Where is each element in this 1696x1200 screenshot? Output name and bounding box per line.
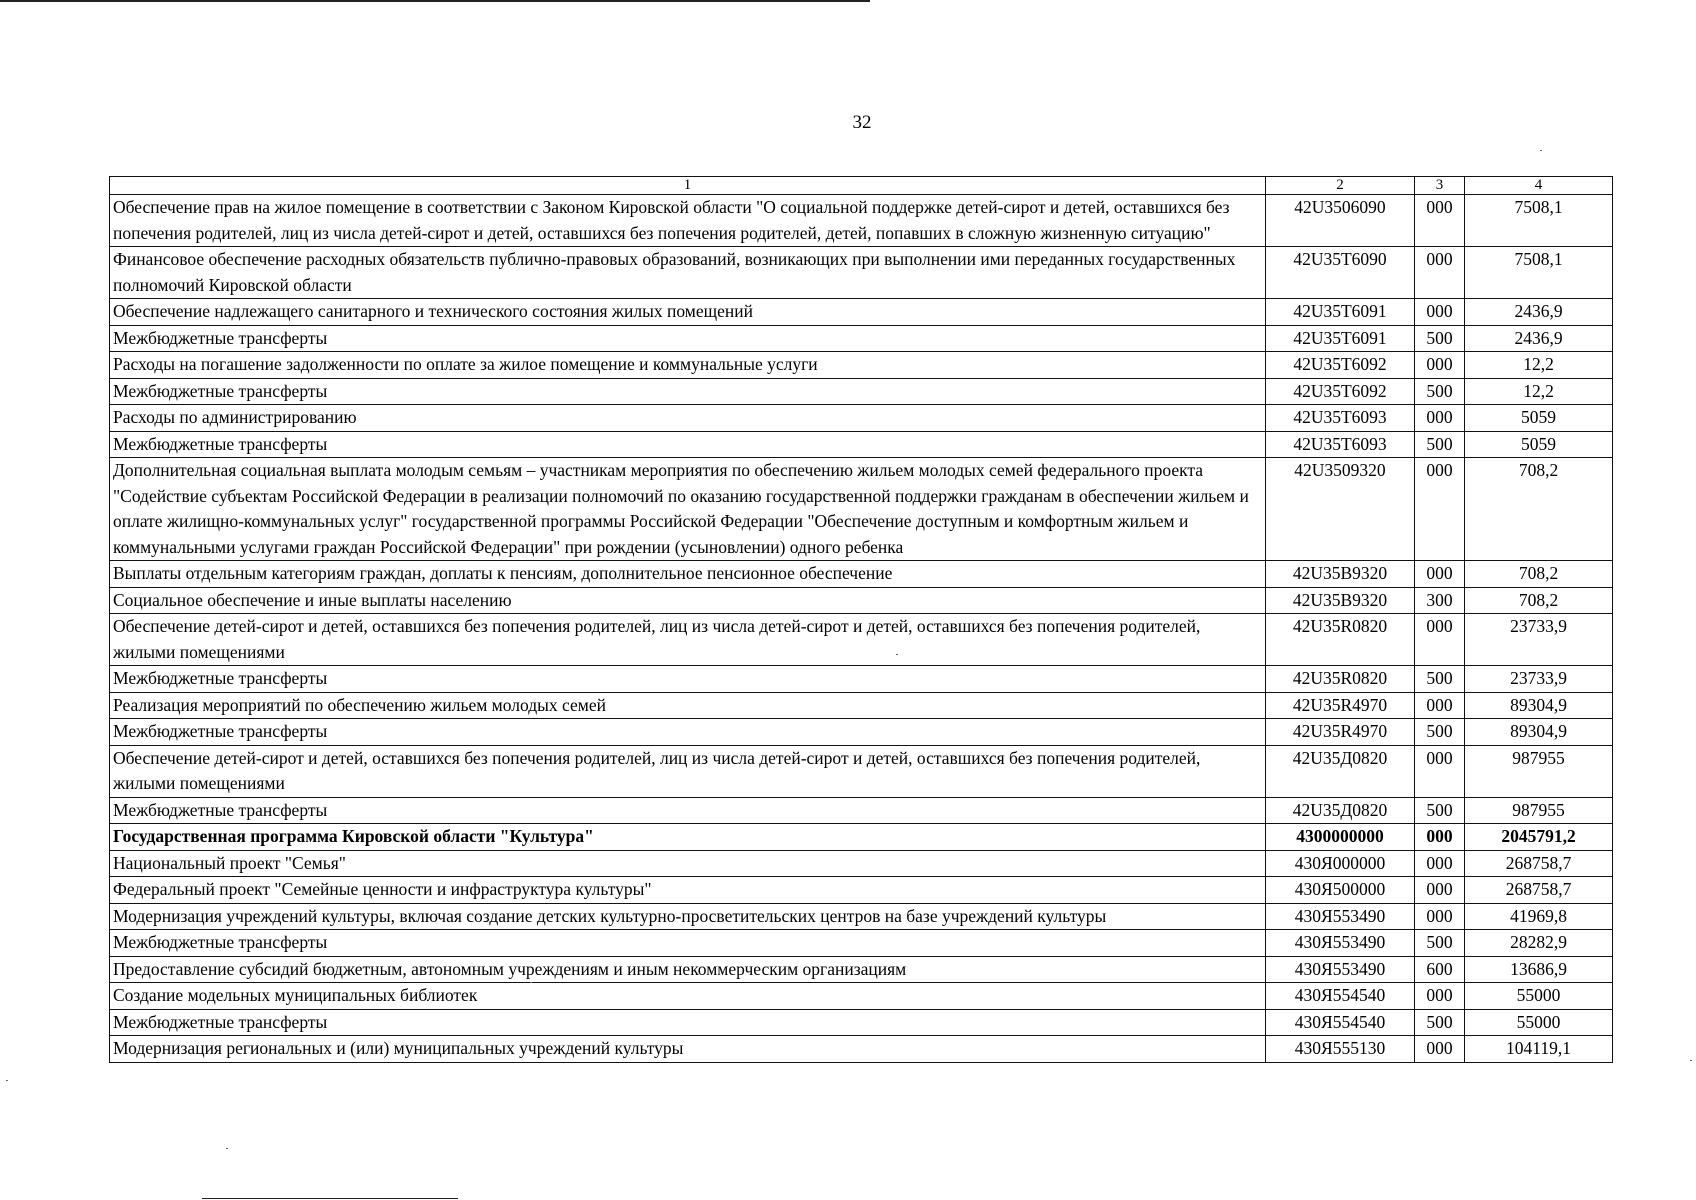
table-row bbox=[110, 903, 1613, 930]
row-type-cell: 300 bbox=[1415, 587, 1465, 614]
row-code-cell: 430Я553490 bbox=[1266, 903, 1415, 930]
table-row bbox=[110, 299, 1613, 326]
table-row bbox=[110, 431, 1613, 458]
row-type-cell: 500 bbox=[1415, 719, 1465, 746]
row-sum-cell: 708,2 bbox=[1465, 587, 1613, 614]
row-code-cell: 4300000000 bbox=[1266, 824, 1415, 851]
row-sum-cell: 2436,9 bbox=[1465, 325, 1613, 352]
row-code-cell: 42U35Т6093 bbox=[1266, 405, 1415, 432]
row-type-cell: 000 bbox=[1415, 458, 1465, 561]
row-sum-cell: 55000 bbox=[1465, 1009, 1613, 1036]
table-row bbox=[110, 561, 1613, 588]
row-name-cell: Предоставление субсидий бюджетным, автономным учреждениям и иным некоммерческим организациям bbox=[110, 956, 1266, 983]
row-type-cell: 000 bbox=[1415, 561, 1465, 588]
table-row bbox=[110, 930, 1613, 957]
row-type-cell: 000 bbox=[1415, 824, 1465, 851]
row-sum-cell: 41969,8 bbox=[1465, 903, 1613, 930]
column-header-1: 1 bbox=[110, 177, 1266, 195]
row-name-cell: Межбюджетные трансферты bbox=[110, 666, 1266, 693]
row-type-cell: 600 bbox=[1415, 956, 1465, 983]
row-code-cell: 430Я554540 bbox=[1266, 983, 1415, 1010]
row-name-cell: Межбюджетные трансферты bbox=[110, 325, 1266, 352]
row-name-cell: Расходы на погашение задолженности по оплате за жилое помещение и коммунальные услуги bbox=[110, 352, 1266, 379]
row-type-cell: 500 bbox=[1415, 378, 1465, 405]
row-code-cell: 42U35Т6092 bbox=[1266, 352, 1415, 379]
table-row bbox=[110, 666, 1613, 693]
table-row bbox=[110, 983, 1613, 1010]
row-sum-cell: 12,2 bbox=[1465, 352, 1613, 379]
table-row bbox=[110, 797, 1613, 824]
row-sum-cell: 89304,9 bbox=[1465, 719, 1613, 746]
row-type-cell: 000 bbox=[1415, 745, 1465, 797]
row-sum-cell: 55000 bbox=[1465, 983, 1613, 1010]
row-code-cell: 42U35Д0820 bbox=[1266, 797, 1415, 824]
row-sum-cell: 987955 bbox=[1465, 745, 1613, 797]
row-name-cell: Межбюджетные трансферты bbox=[110, 719, 1266, 746]
row-type-cell: 000 bbox=[1415, 352, 1465, 379]
table-row bbox=[110, 745, 1613, 797]
row-name-cell: Обеспечение прав на жилое помещение в соответствии с Законом Кировской области "О социальной поддержке детей-сирот и детей, оставшихся без попечения родителей, лиц из числа детей-сирот и детей, оставшихся без попечения родителей, детей, попавших в сложную жизненную ситуацию" bbox=[110, 195, 1266, 247]
table-row bbox=[110, 850, 1613, 877]
table-row bbox=[110, 587, 1613, 614]
row-sum-cell: 7508,1 bbox=[1465, 247, 1613, 299]
row-sum-cell: 708,2 bbox=[1465, 458, 1613, 561]
row-type-cell: 500 bbox=[1415, 431, 1465, 458]
row-sum-cell: 7508,1 bbox=[1465, 195, 1613, 247]
row-sum-cell: 2045791,2 bbox=[1465, 824, 1613, 851]
row-sum-cell: 268758,7 bbox=[1465, 877, 1613, 904]
row-code-cell: 42U35Т6093 bbox=[1266, 431, 1415, 458]
row-code-cell: 430Я000000 bbox=[1266, 850, 1415, 877]
row-type-cell: 000 bbox=[1415, 1036, 1465, 1063]
row-name-cell: Обеспечение детей-сирот и детей, оставшихся без попечения родителей, лиц из числа детей-сирот и детей, оставшихся без попечения родителей, жилыми помещениями bbox=[110, 745, 1266, 797]
row-name-cell: Межбюджетные трансферты bbox=[110, 797, 1266, 824]
table-header-row bbox=[110, 177, 1613, 195]
row-name-cell: Межбюджетные трансферты bbox=[110, 431, 1266, 458]
table-row bbox=[110, 956, 1613, 983]
row-code-cell: 430Я553490 bbox=[1266, 956, 1415, 983]
row-code-cell: 42U35Т6092 bbox=[1266, 378, 1415, 405]
row-code-cell: 42U35R0820 bbox=[1266, 614, 1415, 666]
table-row bbox=[110, 325, 1613, 352]
row-sum-cell: 987955 bbox=[1465, 797, 1613, 824]
table-row bbox=[110, 1009, 1613, 1036]
row-code-cell: 42U35R4970 bbox=[1266, 692, 1415, 719]
table-row bbox=[110, 824, 1613, 851]
row-name-cell: Дополнительная социальная выплата молодым семьям – участникам мероприятия по обеспечению жильем молодых семей федерального проекта "Содействие субъектам Российской Федерации в реализации полномочий по оказанию государственной поддержки гражданам в обеспечении жильем и оплате жилищно-коммунальных услуг" государственной программы Российской Федерации "Обеспечение доступным и комфортным жильем и коммунальными услугами граждан Российской Федерации" при рождении (усыновлении) одного ребенка bbox=[110, 458, 1266, 561]
row-code-cell: 430Я555130 bbox=[1266, 1036, 1415, 1063]
row-name-cell: Федеральный проект "Семейные ценности и инфраструктура культуры" bbox=[110, 877, 1266, 904]
table-row bbox=[110, 378, 1613, 405]
row-name-cell: Реализация мероприятий по обеспечению жильем молодых семей bbox=[110, 692, 1266, 719]
row-code-cell: 42U35В9320 bbox=[1266, 587, 1415, 614]
row-sum-cell: 104119,1 bbox=[1465, 1036, 1613, 1063]
row-sum-cell: 5059 bbox=[1465, 431, 1613, 458]
row-code-cell: 42U35Д0820 bbox=[1266, 745, 1415, 797]
top-edge-rule bbox=[0, 0, 870, 2]
column-header-2: 2 bbox=[1266, 177, 1415, 195]
row-type-cell: 000 bbox=[1415, 405, 1465, 432]
row-name-cell: Государственная программа Кировской области "Культура" bbox=[110, 824, 1266, 851]
row-code-cell: 430Я500000 bbox=[1266, 877, 1415, 904]
row-sum-cell: 28282,9 bbox=[1465, 930, 1613, 957]
row-sum-cell: 13686,9 bbox=[1465, 956, 1613, 983]
table-row bbox=[110, 614, 1613, 666]
row-name-cell: Обеспечение детей-сирот и детей, оставшихся без попечения родителей, лиц из числа детей-сирот и детей, оставшихся без попечения родителей, жилыми помещениями bbox=[110, 614, 1266, 666]
row-code-cell: 42U35Т6091 bbox=[1266, 299, 1415, 326]
row-name-cell: Межбюджетные трансферты bbox=[110, 378, 1266, 405]
row-name-cell: Обеспечение надлежащего санитарного и технического состояния жилых помещений bbox=[110, 299, 1266, 326]
row-type-cell: 500 bbox=[1415, 666, 1465, 693]
row-code-cell: 42U35В9320 bbox=[1266, 561, 1415, 588]
row-name-cell: Расходы по администрированию bbox=[110, 405, 1266, 432]
row-type-cell: 000 bbox=[1415, 983, 1465, 1010]
table-row bbox=[110, 692, 1613, 719]
row-type-cell: 500 bbox=[1415, 797, 1465, 824]
row-type-cell: 000 bbox=[1415, 614, 1465, 666]
row-name-cell: Национальный проект "Семья" bbox=[110, 850, 1266, 877]
row-sum-cell: 2436,9 bbox=[1465, 299, 1613, 326]
table-row bbox=[110, 352, 1613, 379]
row-type-cell: 000 bbox=[1415, 850, 1465, 877]
row-type-cell: 000 bbox=[1415, 195, 1465, 247]
row-code-cell: 42U3509320 bbox=[1266, 458, 1415, 561]
table-row bbox=[110, 877, 1613, 904]
row-name-cell: Финансовое обеспечение расходных обязательств публично-правовых образований, возникающих при выполнении ими переданных государственных полномочий Кировской области bbox=[110, 247, 1266, 299]
table-row bbox=[110, 195, 1613, 247]
column-header-4: 4 bbox=[1465, 177, 1613, 195]
row-sum-cell: 268758,7 bbox=[1465, 850, 1613, 877]
row-type-cell: 500 bbox=[1415, 325, 1465, 352]
row-sum-cell: 12,2 bbox=[1465, 378, 1613, 405]
row-code-cell: 42U35R4970 bbox=[1266, 719, 1415, 746]
row-sum-cell: 89304,9 bbox=[1465, 692, 1613, 719]
table-body bbox=[110, 195, 1613, 1063]
row-name-cell: Межбюджетные трансферты bbox=[110, 1009, 1266, 1036]
row-type-cell: 000 bbox=[1415, 299, 1465, 326]
row-type-cell: 000 bbox=[1415, 692, 1465, 719]
table-row bbox=[110, 1036, 1613, 1063]
page-number: 32 bbox=[852, 112, 872, 133]
row-code-cell: 430Я554540 bbox=[1266, 1009, 1415, 1036]
row-name-cell: Выплаты отдельным категориям граждан, доплаты к пенсиям, дополнительное пенсионное обеспечение bbox=[110, 561, 1266, 588]
row-name-cell: Межбюджетные трансферты bbox=[110, 930, 1266, 957]
row-name-cell: Создание модельных муниципальных библиотек bbox=[110, 983, 1266, 1010]
row-type-cell: 000 bbox=[1415, 877, 1465, 904]
column-header-3: 3 bbox=[1415, 177, 1465, 195]
row-sum-cell: 5059 bbox=[1465, 405, 1613, 432]
row-type-cell: 500 bbox=[1415, 1009, 1465, 1036]
row-type-cell: 500 bbox=[1415, 930, 1465, 957]
row-sum-cell: 708,2 bbox=[1465, 561, 1613, 588]
table-row bbox=[110, 719, 1613, 746]
row-code-cell: 42U35Т6091 bbox=[1266, 325, 1415, 352]
table-row bbox=[110, 247, 1613, 299]
row-code-cell: 42U3506090 bbox=[1266, 195, 1415, 247]
row-name-cell: Модернизация региональных и (или) муниципальных учреждений культуры bbox=[110, 1036, 1266, 1063]
row-code-cell: 42U35Т6090 bbox=[1266, 247, 1415, 299]
row-name-cell: Модернизация учреждений культуры, включая создание детских культурно-просветительских центров на базе учреждений культуры bbox=[110, 903, 1266, 930]
budget-table bbox=[109, 176, 1613, 1063]
row-type-cell: 000 bbox=[1415, 903, 1465, 930]
row-name-cell: Социальное обеспечение и иные выплаты населению bbox=[110, 587, 1266, 614]
row-code-cell: 42U35R0820 bbox=[1266, 666, 1415, 693]
table-row bbox=[110, 458, 1613, 561]
row-sum-cell: 23733,9 bbox=[1465, 666, 1613, 693]
table-row bbox=[110, 405, 1613, 432]
row-type-cell: 000 bbox=[1415, 247, 1465, 299]
row-sum-cell: 23733,9 bbox=[1465, 614, 1613, 666]
footnote-rule bbox=[202, 1198, 458, 1199]
row-code-cell: 430Я553490 bbox=[1266, 930, 1415, 957]
